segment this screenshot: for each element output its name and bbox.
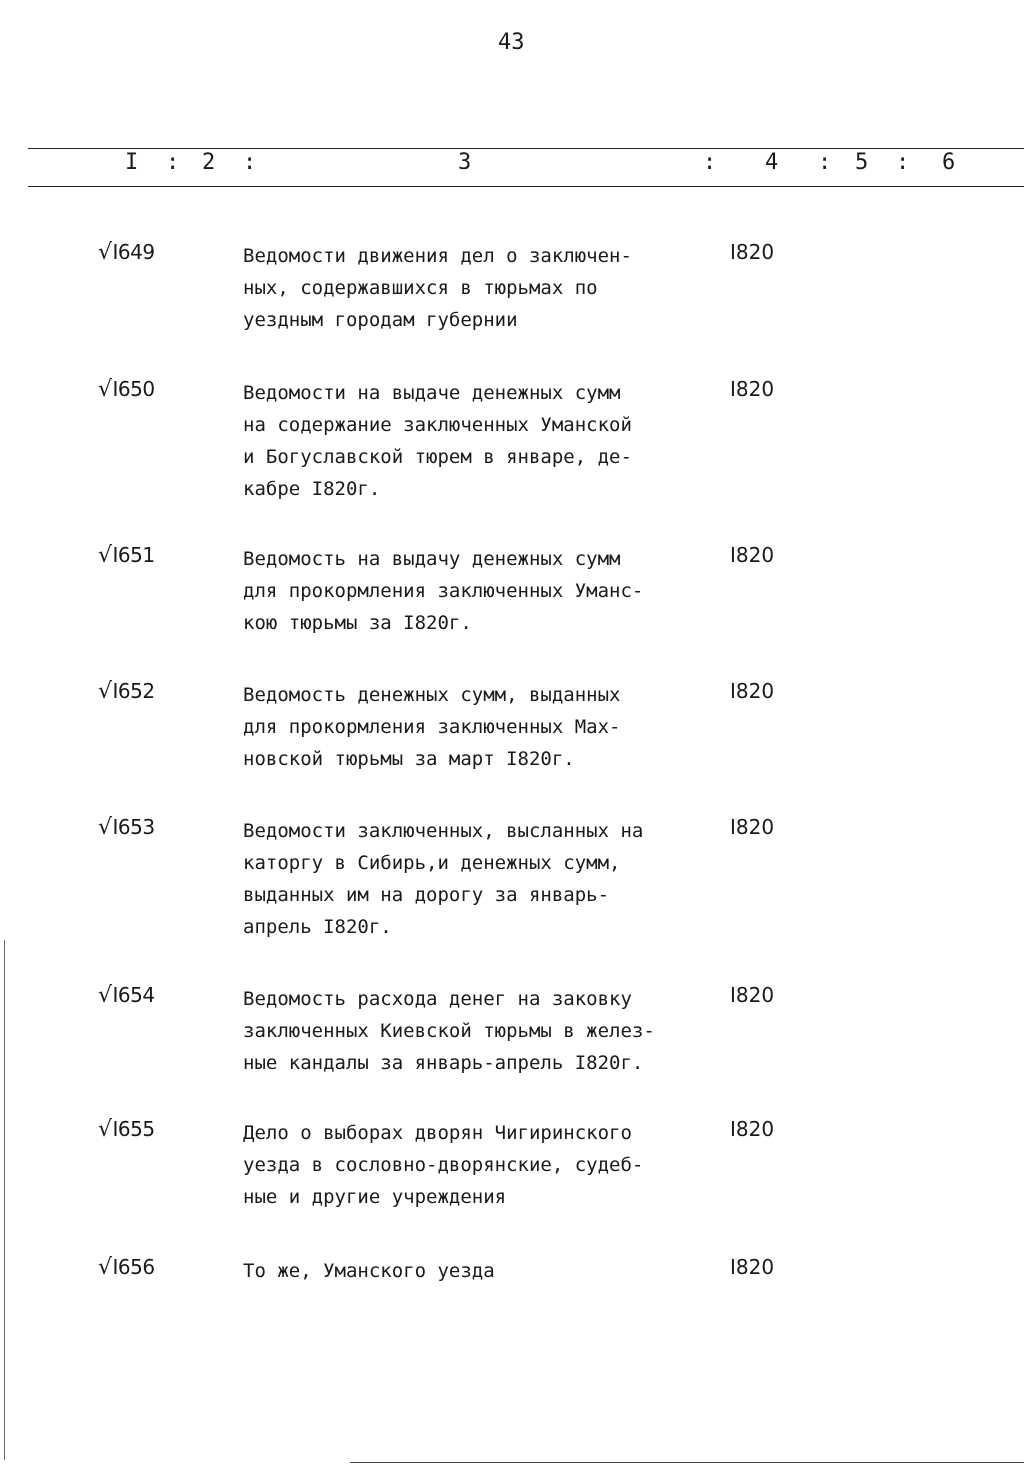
entry-number xyxy=(98,1117,155,1142)
column-separator: : xyxy=(896,150,910,175)
entry-description: Дело о выборах дворян Чигиринского уезда в сословно-дворянские, судеб- ные и другие учреждения xyxy=(243,1122,644,1208)
entry-description: Ведомость на выдачу денежных сумм для прокормления заключенных Уманс- кою тюрьмы за I820г. xyxy=(243,548,644,634)
page-number: 43 xyxy=(498,30,525,55)
entry-number-value: I653 xyxy=(112,815,155,839)
entry-description: То же, Уманского уезда xyxy=(243,1260,495,1282)
check-mark: √ xyxy=(98,543,112,568)
header-rule-bottom xyxy=(28,186,1024,187)
check-mark: √ xyxy=(98,1117,112,1142)
entry-year: I820 xyxy=(730,1117,775,1141)
entry-year: I820 xyxy=(730,543,775,567)
column-4-label: 4 xyxy=(765,150,779,175)
entry-number xyxy=(98,815,155,840)
entry-number-value: I651 xyxy=(112,543,155,567)
entry-number-value: I655 xyxy=(112,1117,155,1141)
entry-year: I820 xyxy=(730,815,775,839)
entry-number-value: I656 xyxy=(112,1255,155,1279)
column-3-label: 3 xyxy=(458,150,472,175)
column-6-label: 6 xyxy=(942,150,956,175)
column-separator: : xyxy=(166,150,180,175)
column-1-label: I xyxy=(125,150,139,175)
column-separator: : xyxy=(818,150,832,175)
column-5-label: 5 xyxy=(855,150,869,175)
entry-number xyxy=(98,983,155,1008)
entry-number-value: I654 xyxy=(112,983,155,1007)
entry-description: Ведомости заключенных, высланных на каторгу в Сибирь,и денежных сумм, выданных им на дорогу за январь- апрель I820г. xyxy=(243,820,644,938)
entry-year: I820 xyxy=(730,983,775,1007)
check-mark: √ xyxy=(98,815,112,840)
entry-number xyxy=(98,679,155,704)
entry-year: I820 xyxy=(730,377,775,401)
entry-number-value: I649 xyxy=(112,240,155,264)
scan-edge-line xyxy=(4,940,5,1460)
entry-description: Ведомость расхода денег на заковку заключенных Киевской тюрьмы в желез- ные кандалы за январь-апрель I820г. xyxy=(243,988,655,1074)
entry-number xyxy=(98,377,155,402)
check-mark: √ xyxy=(98,1255,112,1280)
column-separator: : xyxy=(243,150,257,175)
entry-number xyxy=(98,1255,155,1280)
entry-description: Ведомости на выдаче денежных сумм на содержание заключенных Уманской и Богуславской тюрем в январе, де- кабре I820г. xyxy=(243,382,632,500)
column-2-label: 2 xyxy=(202,150,216,175)
column-separator: : xyxy=(703,150,717,175)
check-mark: √ xyxy=(98,983,112,1008)
entry-number xyxy=(98,240,155,265)
entry-year: I820 xyxy=(730,1255,775,1279)
entry-year: I820 xyxy=(730,240,775,264)
check-mark: √ xyxy=(98,679,112,704)
entry-year: I820 xyxy=(730,679,775,703)
entry-number-value: I652 xyxy=(112,679,155,703)
check-mark: √ xyxy=(98,377,112,402)
entry-number xyxy=(98,543,155,568)
entry-description: Ведомость денежных сумм, выданных для прокормления заключенных Мах- новской тюрьмы за март I820г. xyxy=(243,684,621,770)
entry-number-value: I650 xyxy=(112,377,155,401)
check-mark: √ xyxy=(98,240,112,265)
entry-description: Ведомости движения дел о заключен- ных, содержавшихся в тюрьмах по уездным городам губернии xyxy=(243,245,632,331)
header-rule-top xyxy=(28,148,1024,149)
page-bottom-rule xyxy=(350,1462,1024,1463)
